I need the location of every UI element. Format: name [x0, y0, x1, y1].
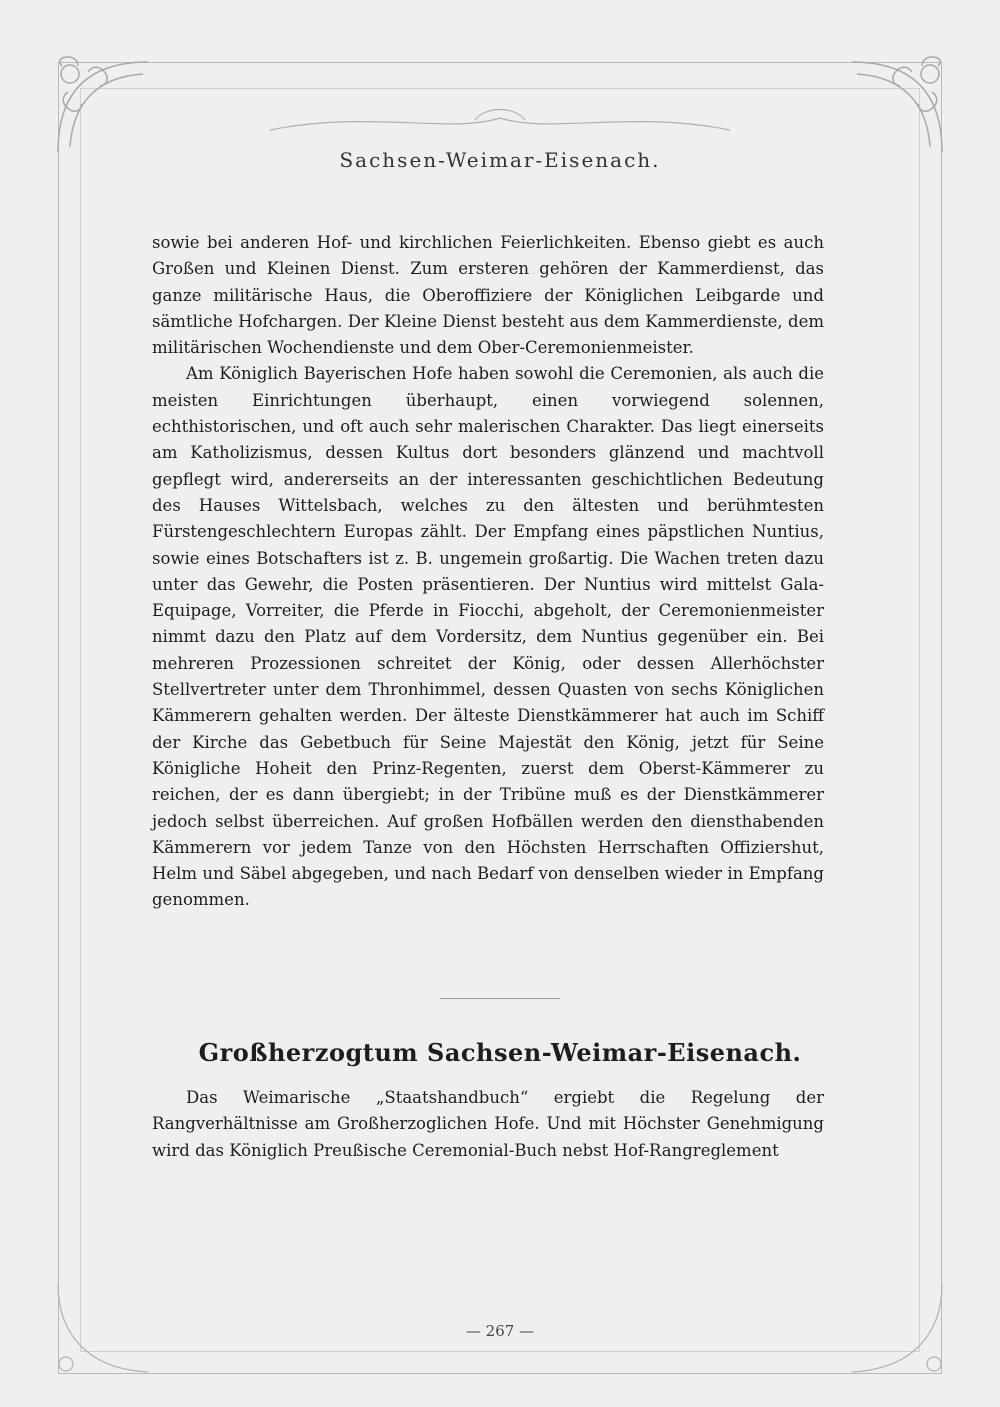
- paragraph-2: Am Königlich Bayerischen Hofe haben sowohl die Ceremonien, als auch die meisten Einrichtungen überhaupt, einen vorwiegend solennen, echthistorischen, und oft auch sehr malerischen Charakter. Das liegt einerseits am Katholizismus, dessen Kultus dort besonders glänzend und machtvoll gepflegt wird, andererseits an der interessanten geschichtlichen Bedeutung des Hauses Wittelsbach, welches zu den ältesten und berühmtesten Fürstengeschlechtern Europas zählt. Der Empfang eines päpstlichen Nuntius, sowie eines Botschafters ist z. B. ungemein großartig. Die Wachen treten dazu unter das Gewehr, die Posten präsentieren. Der Nuntius wird mittelst Gala-Equipage, Vorreiter, die Pferde in Fiocchi, abgeholt, der Ceremonienmeister nimmt dazu den Platz auf dem Vordersitz, dem Nuntius gegenüber ein. Bei mehreren Prozessionen schreitet der König, oder dessen Allerhöchster Stellvertreter unter dem Thronhimmel, dessen Quasten von sechs Königlichen Kämmerern gehalten werden. Der älteste Dienstkämmerer hat auch im Schiff der Kirche das Gebetbuch für Seine Majestät den König, jetzt für Seine Königliche Hoheit den Prinz-Regenten, zuerst dem Oberst-Kämmerer zu reichen, der es dann übergiebt; in der Tribüne muß es der Dienstkämmerer jedoch selbst überreichen. Auf großen Hofbällen werden den diensthabenden Kämmerern vor jedem Tanze von den Höchsten Herrschaften Offiziershut, Helm und Säbel abgegeben, und nach Bedarf von denselben wieder in Empfang genommen.: [152, 364, 824, 910]
- running-head: Sachsen-Weimar-Eisenach.: [339, 148, 661, 172]
- section-divider: [440, 998, 560, 999]
- corner-ornament-top-left: [48, 52, 158, 162]
- section-paragraph: Das Weimarische „Staatshandbuch“ ergiebt die Regelung der Rangverhältnisse am Großherzoglichen Hofe. Und mit Höchster Genehmigung wird das Königlich Preußische Ceremonial-Buch nebst Hof-Rangreglement: [152, 1088, 824, 1160]
- main-text: [152, 230, 824, 914]
- top-flourish-ornament: [250, 100, 750, 140]
- corner-ornament-top-right: [842, 52, 952, 162]
- section-title: Großherzogtum Sachsen-Weimar-Eisenach.: [198, 1038, 802, 1067]
- section-text: [152, 1085, 824, 1164]
- page-number: — 267 —: [465, 1322, 535, 1340]
- paragraph-1: sowie bei anderen Hof- und kirchlichen Feierlichkeiten. Ebenso giebt es auch Großen und Kleinen Dienst. Zum ersteren gehören der Kammerdienst, das ganze militärische Haus, die Oberoffiziere der Königlichen Leibgarde und sämtliche Hofchargen. Der Kleine Dienst besteht aus dem Kammerdienste, dem militärischen Wochendienste und dem Ober-Ceremonienmeister.: [152, 233, 824, 358]
